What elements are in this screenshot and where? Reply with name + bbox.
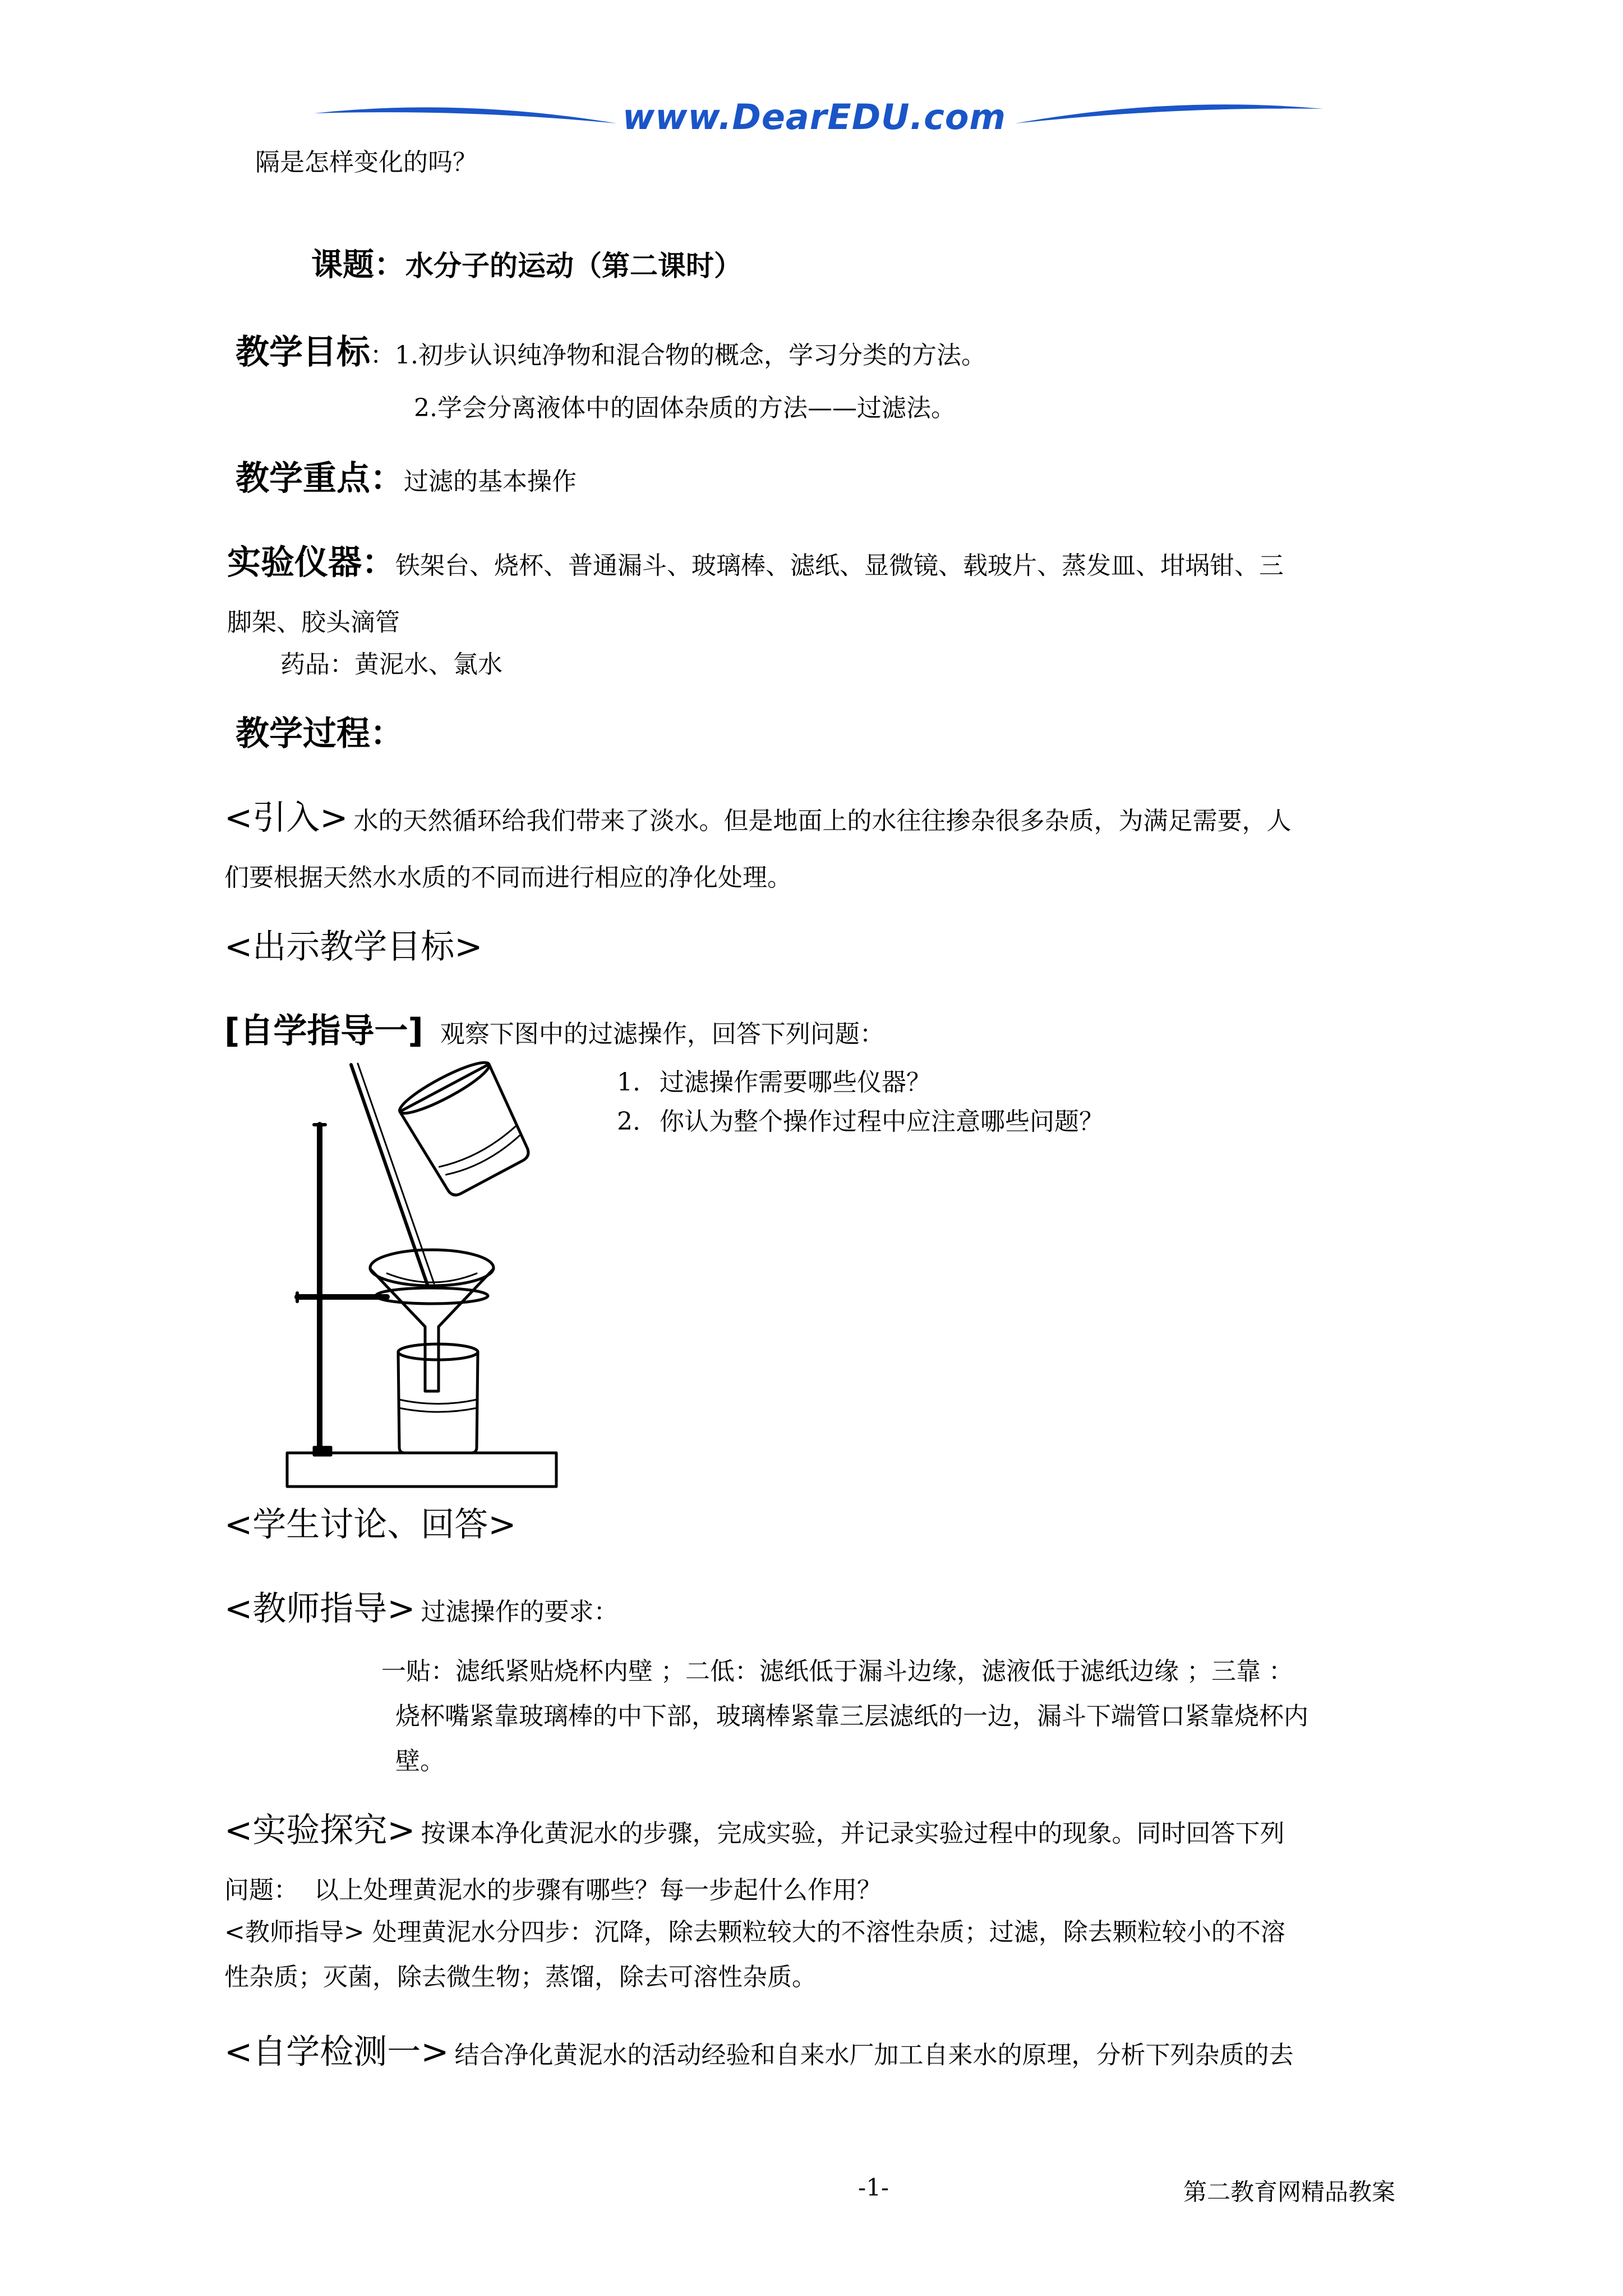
teacher-guidance	[224, 1582, 619, 1632]
header-logo-band	[314, 95, 1324, 140]
question-2-text: 你认为整个操作过程中应注意哪些问题？	[659, 1107, 1104, 1136]
glass-rod	[351, 1065, 427, 1285]
teaching-goals	[236, 325, 986, 375]
explore-line1: 按课本净化黄泥水的步骤，完成实验，并记录实验过程中的现象。同时回答下列	[421, 1819, 1285, 1848]
teaching-key-point	[236, 452, 577, 501]
intro-section	[224, 791, 1292, 841]
requirement-line2: 烧杯嘴紧靠玻璃棒的中下部，玻璃棒紧靠三层滤纸的一边，漏斗下端管口紧靠烧杯内	[395, 1702, 1308, 1731]
reagents: 药品：黄泥水、氯水	[280, 650, 502, 679]
self-study-section	[224, 1004, 884, 1054]
instruments-line1: 铁架台、烧杯、普通漏斗、玻璃棒、滤纸、显微镜、载玻片、蒸发皿、坩埚钳、三	[395, 551, 1284, 580]
intro-line2: 们要根据天然水水质的不同而进行相应的净化处理。	[224, 863, 792, 892]
self-study-tag: [自学指导一]	[224, 1011, 423, 1051]
key-label: 教学重点：	[236, 459, 404, 498]
experiment-explore	[224, 1803, 1285, 1853]
lesson-topic	[311, 240, 742, 285]
show-goals-tag: <出示教学目标>	[224, 927, 483, 967]
requirement-line3: 壁。	[395, 1747, 445, 1775]
question-1-number: 1.	[617, 1068, 640, 1097]
teacher-text: 过滤操作的要求：	[421, 1598, 619, 1626]
check-tag: <自学检测一>	[224, 2032, 449, 2072]
self-check	[224, 2025, 1294, 2075]
filtration-apparatus-figure	[280, 1060, 617, 1498]
requirement-line1: 一贴：滤纸紧贴烧杯内壁 ；二低：滤纸低于漏斗边缘，滤液低于滤纸边缘 ；三靠 ：	[381, 1657, 1293, 1686]
page-number: -1-	[858, 2174, 889, 2201]
continuation-text: 隔是怎样变化的吗？	[255, 148, 477, 177]
question-1	[617, 1063, 931, 1102]
question-2	[617, 1102, 1104, 1142]
funnel-rim	[370, 1250, 494, 1286]
guide-line2: 性杂质；灭菌，除去微生物；蒸馏，除去可溶性杂质。	[224, 1963, 817, 1991]
discussion-tag: <学生讨论、回答>	[224, 1505, 517, 1544]
goal-2: 2.学会分离液体中的固体杂质的方法——过滤法。	[414, 394, 956, 422]
instruments-label: 实验仪器：	[227, 543, 395, 582]
pouring-beaker	[395, 1060, 537, 1201]
guide-line1: <教师指导> 处理黄泥水分四步：沉降，除去颗粒较大的不溶性杂质；过滤，除去颗粒较小的不溶	[224, 1918, 1285, 1947]
goal-1: 1.初步认识纯净物和混合物的概念，学习分类的方法。	[395, 341, 986, 370]
process-label: 教学过程：	[236, 714, 404, 753]
intro-line1: 水的天然循环给我们带来了淡水。但是地面上的水往往掺杂很多杂质，为满足需要，人	[353, 807, 1292, 835]
footer-source: 第二教育网精品教案	[1183, 2178, 1396, 2206]
instruments-line2: 脚架、胶头滴管	[227, 608, 400, 637]
check-text: 结合净化黄泥水的活动经验和自来水厂加工自来水的原理，分析下列杂质的去	[454, 2041, 1294, 2069]
teacher-tag: <教师指导>	[224, 1589, 416, 1628]
self-study-text: 观察下图中的过滤操作，回答下列问题：	[440, 1020, 884, 1048]
key-value: 过滤的基本操作	[404, 467, 577, 496]
question-1-text: 过滤操作需要哪些仪器？	[659, 1068, 931, 1097]
support-ring	[376, 1288, 488, 1304]
explore-tag: <实验探究>	[224, 1811, 416, 1850]
topic-label: 课题：	[311, 247, 405, 283]
instruments	[227, 536, 1284, 586]
goals-colon: ：	[370, 341, 395, 370]
site-logo: www.DearEDU.com	[623, 96, 1007, 137]
logo-swoosh-left	[314, 101, 617, 135]
intro-tag: <引入>	[224, 798, 348, 838]
goals-label: 教学目标	[236, 333, 370, 372]
stand-base	[287, 1453, 556, 1487]
logo-swoosh-right	[1015, 101, 1324, 135]
topic-value: 水分子的运动（第二课时）	[405, 250, 742, 282]
explore-line2: 问题： 以上处理黄泥水的步骤有哪些？每一步起什么作用？	[224, 1876, 882, 1904]
question-2-number: 2.	[617, 1107, 640, 1136]
